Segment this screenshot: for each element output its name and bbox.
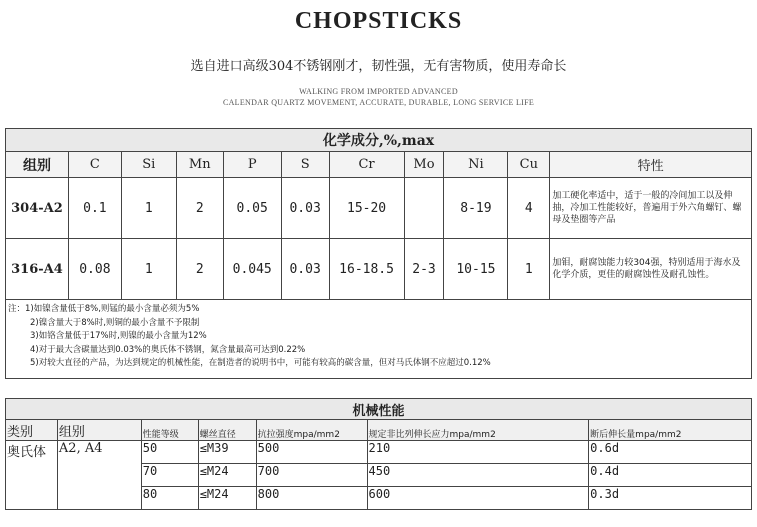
- table-row: [6, 239, 752, 300]
- col-header: 规定非比列伸长应力mpa/mm2: [367, 420, 589, 441]
- note-line: 5)对较大直径的产品，为达到规定的机械性能，在制造者的说明书中，可能有较高的碳含量，但对马氏体钢不应超过0.12%: [30, 358, 491, 368]
- class-cell: 奥氏体: [6, 441, 58, 510]
- table-cell: 800: [256, 487, 367, 510]
- group-cell: A2, A4: [57, 441, 141, 510]
- table-cell: 16-18.5: [329, 239, 404, 300]
- col-header: 性能等级: [141, 420, 198, 441]
- table-cell: 0.05: [223, 178, 281, 239]
- table-cell: 450: [367, 464, 589, 487]
- table-cell: 500: [256, 441, 367, 464]
- table-cell: 70: [141, 464, 198, 487]
- chem-table-title: 化学成分,%,max: [6, 129, 752, 152]
- table-cell: 0.1: [68, 178, 121, 239]
- table-cell: 0.08: [68, 239, 121, 300]
- col-header: 抗拉强度mpa/mm2: [256, 420, 367, 441]
- col-header: 螺丝直径: [198, 420, 256, 441]
- table-cell: 50: [141, 441, 198, 464]
- col-header: Mo: [404, 152, 444, 178]
- table-cell: 10-15: [444, 239, 508, 300]
- col-header: C: [68, 152, 121, 178]
- table-cell: 600: [367, 487, 589, 510]
- property-cell: 加钼，耐腐蚀能力较304强，特别适用于海水及化学介质，更佳的耐腐蚀性及耐孔蚀性。: [550, 239, 752, 300]
- mech-table-title: 机械性能: [6, 399, 752, 420]
- col-header: Ni: [444, 152, 508, 178]
- table-cell: 0.4d: [589, 464, 752, 487]
- table-cell: 0.03: [281, 178, 329, 239]
- notes-cell: [6, 300, 752, 379]
- table-cell: 2: [176, 239, 223, 300]
- caption-line-2: CALENDAR QUARTZ MOVEMENT, ACCURATE, DURABLE, LONG SERVICE LIFE: [222, 98, 535, 107]
- col-header: Mn: [176, 152, 223, 178]
- note-line: 4)对于最大含碳量达到0.03%的奥氏体不锈钢，氮含量最高可达到0.22%: [30, 344, 306, 355]
- page-subtitle: 选自进口高级304不锈钢刚才，韧性强，无有害物质，使用寿命长: [190, 59, 567, 74]
- table-cell: 700: [256, 464, 367, 487]
- mechanical-properties-table: [5, 398, 752, 510]
- grade-cell: 316-A4: [6, 239, 69, 300]
- table-cell: 0.3d: [589, 487, 752, 510]
- note-line: 2)镍含量大于8%时,则铜的最小含量不予限制: [30, 317, 200, 328]
- note-line: 3)如铬含量低于17%时,则镍的最小含量为12%: [30, 331, 207, 341]
- table-cell: 210: [367, 441, 589, 464]
- col-header: S: [281, 152, 329, 178]
- table-cell: 1: [121, 178, 176, 239]
- table-cell: ≤M24: [198, 487, 256, 510]
- col-header: 特性: [550, 152, 752, 178]
- table-cell: 4: [508, 178, 550, 239]
- table-cell: 0.03: [281, 239, 329, 300]
- col-header: Cu: [508, 152, 550, 178]
- chem-header-row: [6, 152, 752, 178]
- table-cell: 2-3: [404, 239, 444, 300]
- table-cell: [404, 178, 444, 239]
- col-header: Si: [121, 152, 176, 178]
- table-row: [6, 178, 752, 239]
- chemical-composition-table: [5, 128, 752, 379]
- col-header: 组别: [6, 152, 69, 178]
- page-title: CHOPSTICKS: [294, 8, 463, 34]
- col-header: P: [223, 152, 281, 178]
- table-cell: 8-19: [444, 178, 508, 239]
- table-cell: 15-20: [329, 178, 404, 239]
- table-cell: 0.045: [223, 239, 281, 300]
- property-cell: 加工硬化率适中，适于一般的冷间加工以及伸抽，冷加工性能较好，普遍用于外六角螺钉、螺母及垫圈等产品: [550, 178, 752, 239]
- table-row: [6, 441, 752, 464]
- notes-row: [6, 300, 752, 379]
- table-cell: ≤M39: [198, 441, 256, 464]
- caption-line-1: WALKING FROM IMPORTED ADVANCED: [299, 87, 458, 96]
- table-cell: 80: [141, 487, 198, 510]
- col-header: Cr: [329, 152, 404, 178]
- mech-header-row: [6, 420, 752, 441]
- col-header: 类别: [6, 420, 58, 441]
- grade-cell: 304-A2: [6, 178, 69, 239]
- table-cell: 1: [121, 239, 176, 300]
- table-cell: ≤M24: [198, 464, 256, 487]
- table-cell: 2: [176, 178, 223, 239]
- table-cell: 1: [508, 239, 550, 300]
- table-cell: 0.6d: [589, 441, 752, 464]
- col-header: 断后伸长量mpa/mm2: [589, 420, 752, 441]
- col-header: 组别: [57, 420, 141, 441]
- note-line: 注：1)如镍含量低于8%,则锰的最小含量必须为5%: [8, 304, 200, 314]
